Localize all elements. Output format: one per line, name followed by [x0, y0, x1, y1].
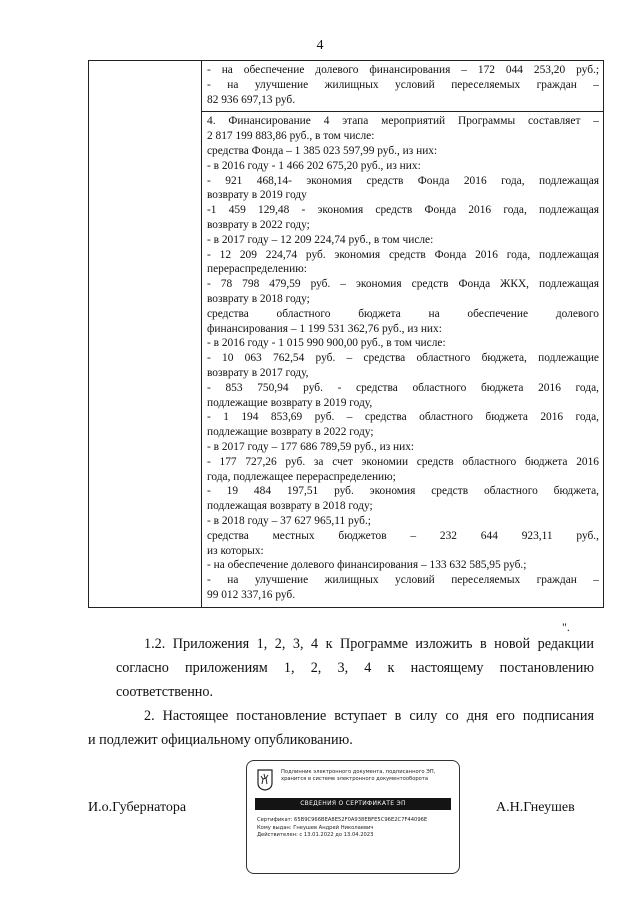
- table-cell-line: 2 817 199 883,86 руб., в том числе:: [207, 130, 375, 143]
- stamp-issued-to: Кому выдан: Гнеушев Андрей Николаевич: [257, 824, 374, 831]
- table-cell-line: подлежащая возврату в 2018 году;: [207, 500, 373, 513]
- page-number: 4: [316, 38, 324, 53]
- table-row: [89, 61, 604, 112]
- table-cell-line: - 12 209 224,74 руб. экономия средств Фонда 2016 года, подлежащая: [207, 248, 599, 261]
- signature-name: А.Н.Гнеушев: [496, 800, 575, 815]
- table-cell-line: - 10 063 762,54 руб. – средства областного бюджета, подлежащие: [207, 352, 599, 365]
- table-cell-line: - 19 484 197,51 руб. экономия средств областного бюджета,: [207, 485, 599, 498]
- table-cell-line: подлежащие возврату в 2019 году,: [207, 396, 373, 409]
- table-cell-line: - на обеспечение долевого финансирования – 172 044 253,20 руб.;: [207, 64, 599, 76]
- table-cell-line: из которых:: [207, 544, 264, 557]
- paragraph-line: 2. Настоящее постановление вступает в силу со дня его подписания: [144, 708, 594, 724]
- table-cell-line: возврату в 2019 году: [207, 189, 307, 202]
- deer-emblem-icon: [257, 769, 273, 791]
- table-cell-line: 99 012 337,16 руб.: [207, 588, 296, 601]
- table-cell-line: - в 2017 году – 12 209 224,74 руб., в том числе:: [207, 233, 434, 246]
- stamp-notice: [281, 769, 453, 783]
- table-cell-line: подлежащие возврату в 2022 году;: [207, 426, 374, 439]
- stamp-certificate: Сертификат: 65B9C966BEA8E52F0A938EBFE5C96E2C7F44096E: [257, 817, 428, 823]
- table-cell-line: возврату в 2017 году,: [207, 366, 309, 379]
- closing-quote: ".: [562, 620, 570, 634]
- table-cell-line: - 78 798 479,59 руб. – экономия средств Фонда ЖКХ, подлежащая: [207, 278, 599, 291]
- table-cell-line: - в 2016 году - 1 466 202 675,20 руб., из них:: [207, 159, 421, 172]
- table-cell-line: года, подлежащее перераспределению;: [207, 470, 396, 483]
- paragraph-line: согласно приложениям 1, 2, 3, 4 к настоящему постановлению: [116, 660, 594, 676]
- table-cell-line: - 853 750,94 руб. - средства областного бюджета 2016 года,: [207, 381, 599, 394]
- table-cell-line: - 921 468,14- экономия средств Фонда 2016 года, подлежащая: [207, 174, 599, 187]
- paragraph-line: и подлежит официальному опубликованию.: [88, 732, 353, 748]
- signature-position: И.о.Губернатора: [88, 800, 187, 815]
- table-cell-line: - в 2018 году – 37 627 965,11 руб.;: [207, 514, 371, 527]
- paragraph-2: [116, 704, 594, 728]
- stamp-notice-line: Подлинник электронного документа, подписанного ЭП,: [281, 769, 436, 775]
- paragraph-line: 1.2. Приложения 1, 2, 3, 4 к Программе изложить в новой редакции: [144, 636, 594, 652]
- table-cell-line: - на обеспечение долевого финансирования – 133 632 585,95 руб.;: [207, 559, 527, 572]
- table-cell-line: - на улучшение жилищных условий переселяемых граждан –: [207, 574, 599, 587]
- paragraph-1-2: [116, 632, 594, 704]
- table-cell-line: средства Фонда – 1 385 023 597,99 руб., из них:: [207, 144, 438, 157]
- stamp-title-bar: СВЕДЕНИЯ О СЕРТИФИКАТЕ ЭП: [255, 798, 451, 810]
- stamp-validity: Действителен: с 13.01.2022 до 13.04.2023: [257, 832, 374, 838]
- table-cell-line: - в 2016 году - 1 015 990 900,00 руб., в том числе:: [207, 337, 446, 350]
- stamp-notice-line: хранится в системе электронного документооборота: [281, 776, 429, 782]
- table-cell-line: - 1 194 853,69 руб. – средства областного бюджета 2016 года,: [207, 411, 599, 424]
- table-cell-line: 4. Финансирование 4 этапа мероприятий Программы составляет –: [207, 115, 599, 128]
- table-cell-line: средства областного бюджета на обеспечение долевого: [207, 307, 599, 320]
- table-cell-line: - в 2017 году – 177 686 789,59 руб., из них:: [207, 440, 415, 453]
- table-cell-stage3-tail: [202, 61, 604, 112]
- table-cell-line: - на улучшение жилищных условий переселяемых граждан –: [207, 78, 599, 91]
- table-cell-line: средства местных бюджетов – 232 644 923,11 руб.,: [207, 529, 599, 542]
- table-cell-line: - 177 727,26 руб. за счет экономии средств областного бюджета 2016: [207, 455, 599, 468]
- paragraph-2-cont: [88, 728, 604, 752]
- table-cell-line: финансирования – 1 199 531 362,76 руб., из них:: [207, 322, 442, 335]
- table-cell-stage4: [202, 112, 604, 607]
- table-cell-line: возврату в 2018 году;: [207, 292, 310, 305]
- financing-table: [88, 60, 604, 608]
- table-cell-line: 82 936 697,13 руб.: [207, 93, 296, 106]
- stamp-certificate-info: [257, 817, 453, 840]
- electronic-signature-stamp: [246, 760, 460, 874]
- table-cell-line: перераспределению:: [207, 263, 307, 276]
- table-cell-line: -1 459 129,48 - экономия средств Фонда 2016 года, подлежащая: [207, 204, 599, 217]
- table-cell-line: возврату в 2022 году;: [207, 218, 310, 231]
- paragraph-line: соответственно.: [116, 684, 214, 700]
- table-left-cell: [89, 61, 202, 608]
